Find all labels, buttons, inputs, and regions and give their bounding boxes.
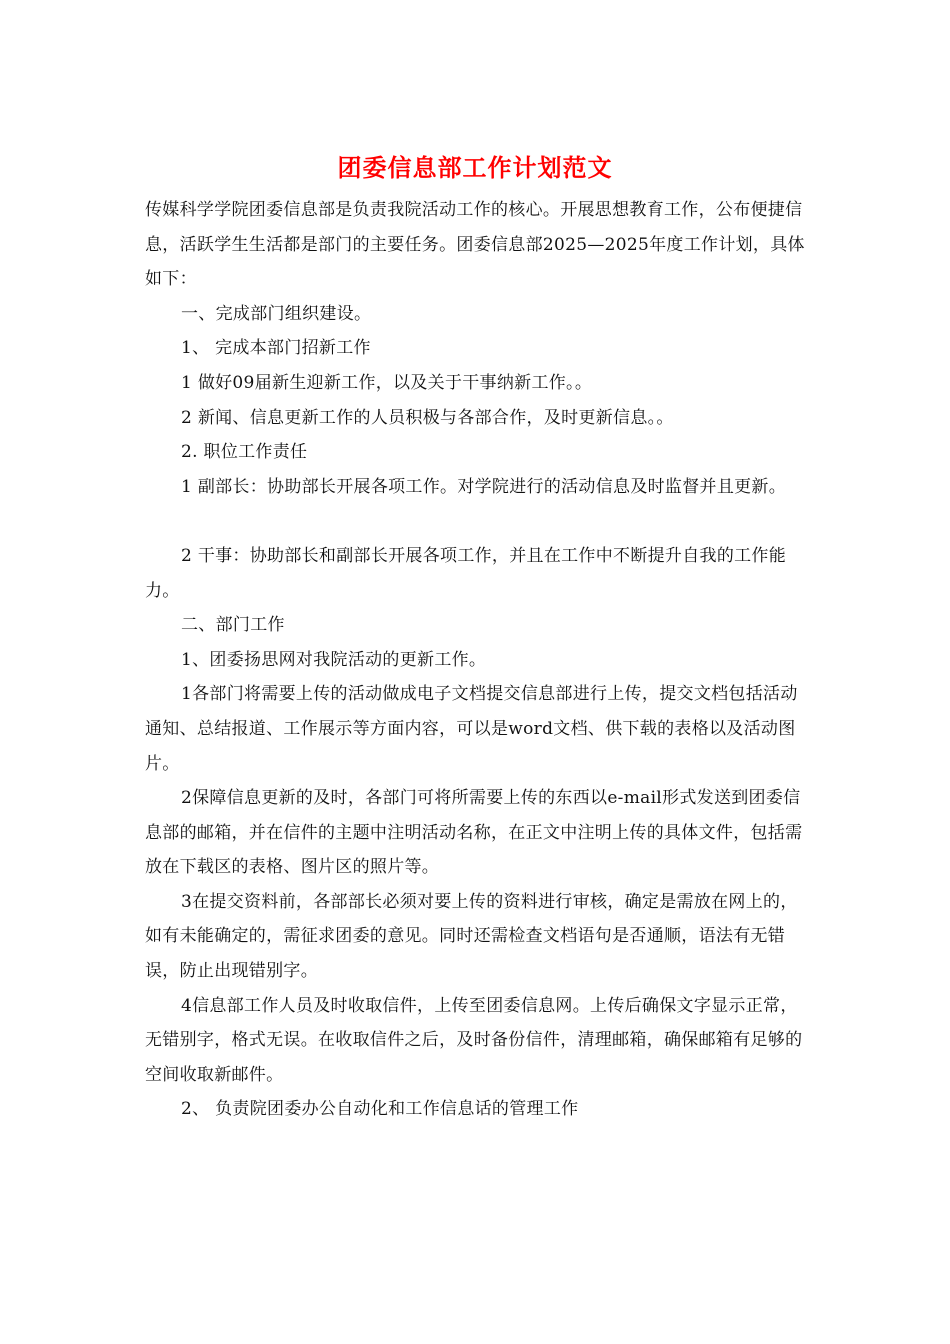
list-item: 1各部门将需要上传的活动做成电子文档提交信息部进行上传，提交文档包括活动通知、总结报道、工作展示等方面内容，可以是word文档、供下载的表格以及活动图片。 (145, 684, 798, 774)
subsection-heading: 2、 负责院团委办公自动化和工作信息话的管理工作 (181, 1099, 579, 1120)
list-item: 4信息部工作人员及时收取信件，上传至团委信息网。上传后确保文字显示正常，无错别字，格式无误。在收取信件之后，及时备份信件，清理邮箱，确保邮箱有足够的空间收取新邮件。 (145, 995, 803, 1085)
subsection-heading: 2. 职位工作责任 (181, 442, 308, 463)
document-title: 团委信息部工作计划范文 (337, 153, 613, 182)
list-item: 1 副部长：协助部长开展各项工作。对学院进行的活动信息及时监督并且更新。 (181, 476, 787, 497)
list-item: 3在提交资料前，各部部长必须对要上传的资料进行审核，确定是需放在网上的，如有未能确定的，需征求团委的意见。同时还需检查文档语句是否通顺，语法有无错误，防止出现错别字。 (145, 891, 798, 982)
paragraph-intro: 传媒科学学院团委信息部是负责我院活动工作的核心。开展思想教育工作，公布便捷信息，活跃学生生活都是部门的主要任务。团委信息部2025—2025年度工作计划，具体如下： (145, 200, 805, 290)
subsection-heading: 1、团委扬思网对我院活动的更新工作。 (181, 649, 487, 670)
paragraph-spacer (145, 504, 805, 539)
section-heading-2: 二、部门工作 (181, 615, 285, 636)
list-item: 2 新闻、信息更新工作的人员积极与各部合作，及时更新信息。。 (181, 407, 674, 428)
list-item: 2 干事：协助部长和副部长开展各项工作，并且在工作中不断提升自我的工作能力。 (145, 545, 787, 601)
list-item: 1 做好09届新生迎新工作，以及关于干事纳新工作。。 (181, 372, 593, 393)
list-item: 2保障信息更新的及时，各部门可将所需要上传的东西以e-mail形式发送到团委信息部的邮箱，并在信件的主题中注明活动名称，在正文中注明上传的具体文件，包括需放在下载区的表格、图片区的照片等。 (145, 788, 803, 878)
document-body (145, 193, 805, 1127)
subsection-heading: 1、 完成本部门招新工作 (181, 338, 371, 359)
section-heading-1: 一、完成部门组织建设。 (181, 303, 372, 324)
